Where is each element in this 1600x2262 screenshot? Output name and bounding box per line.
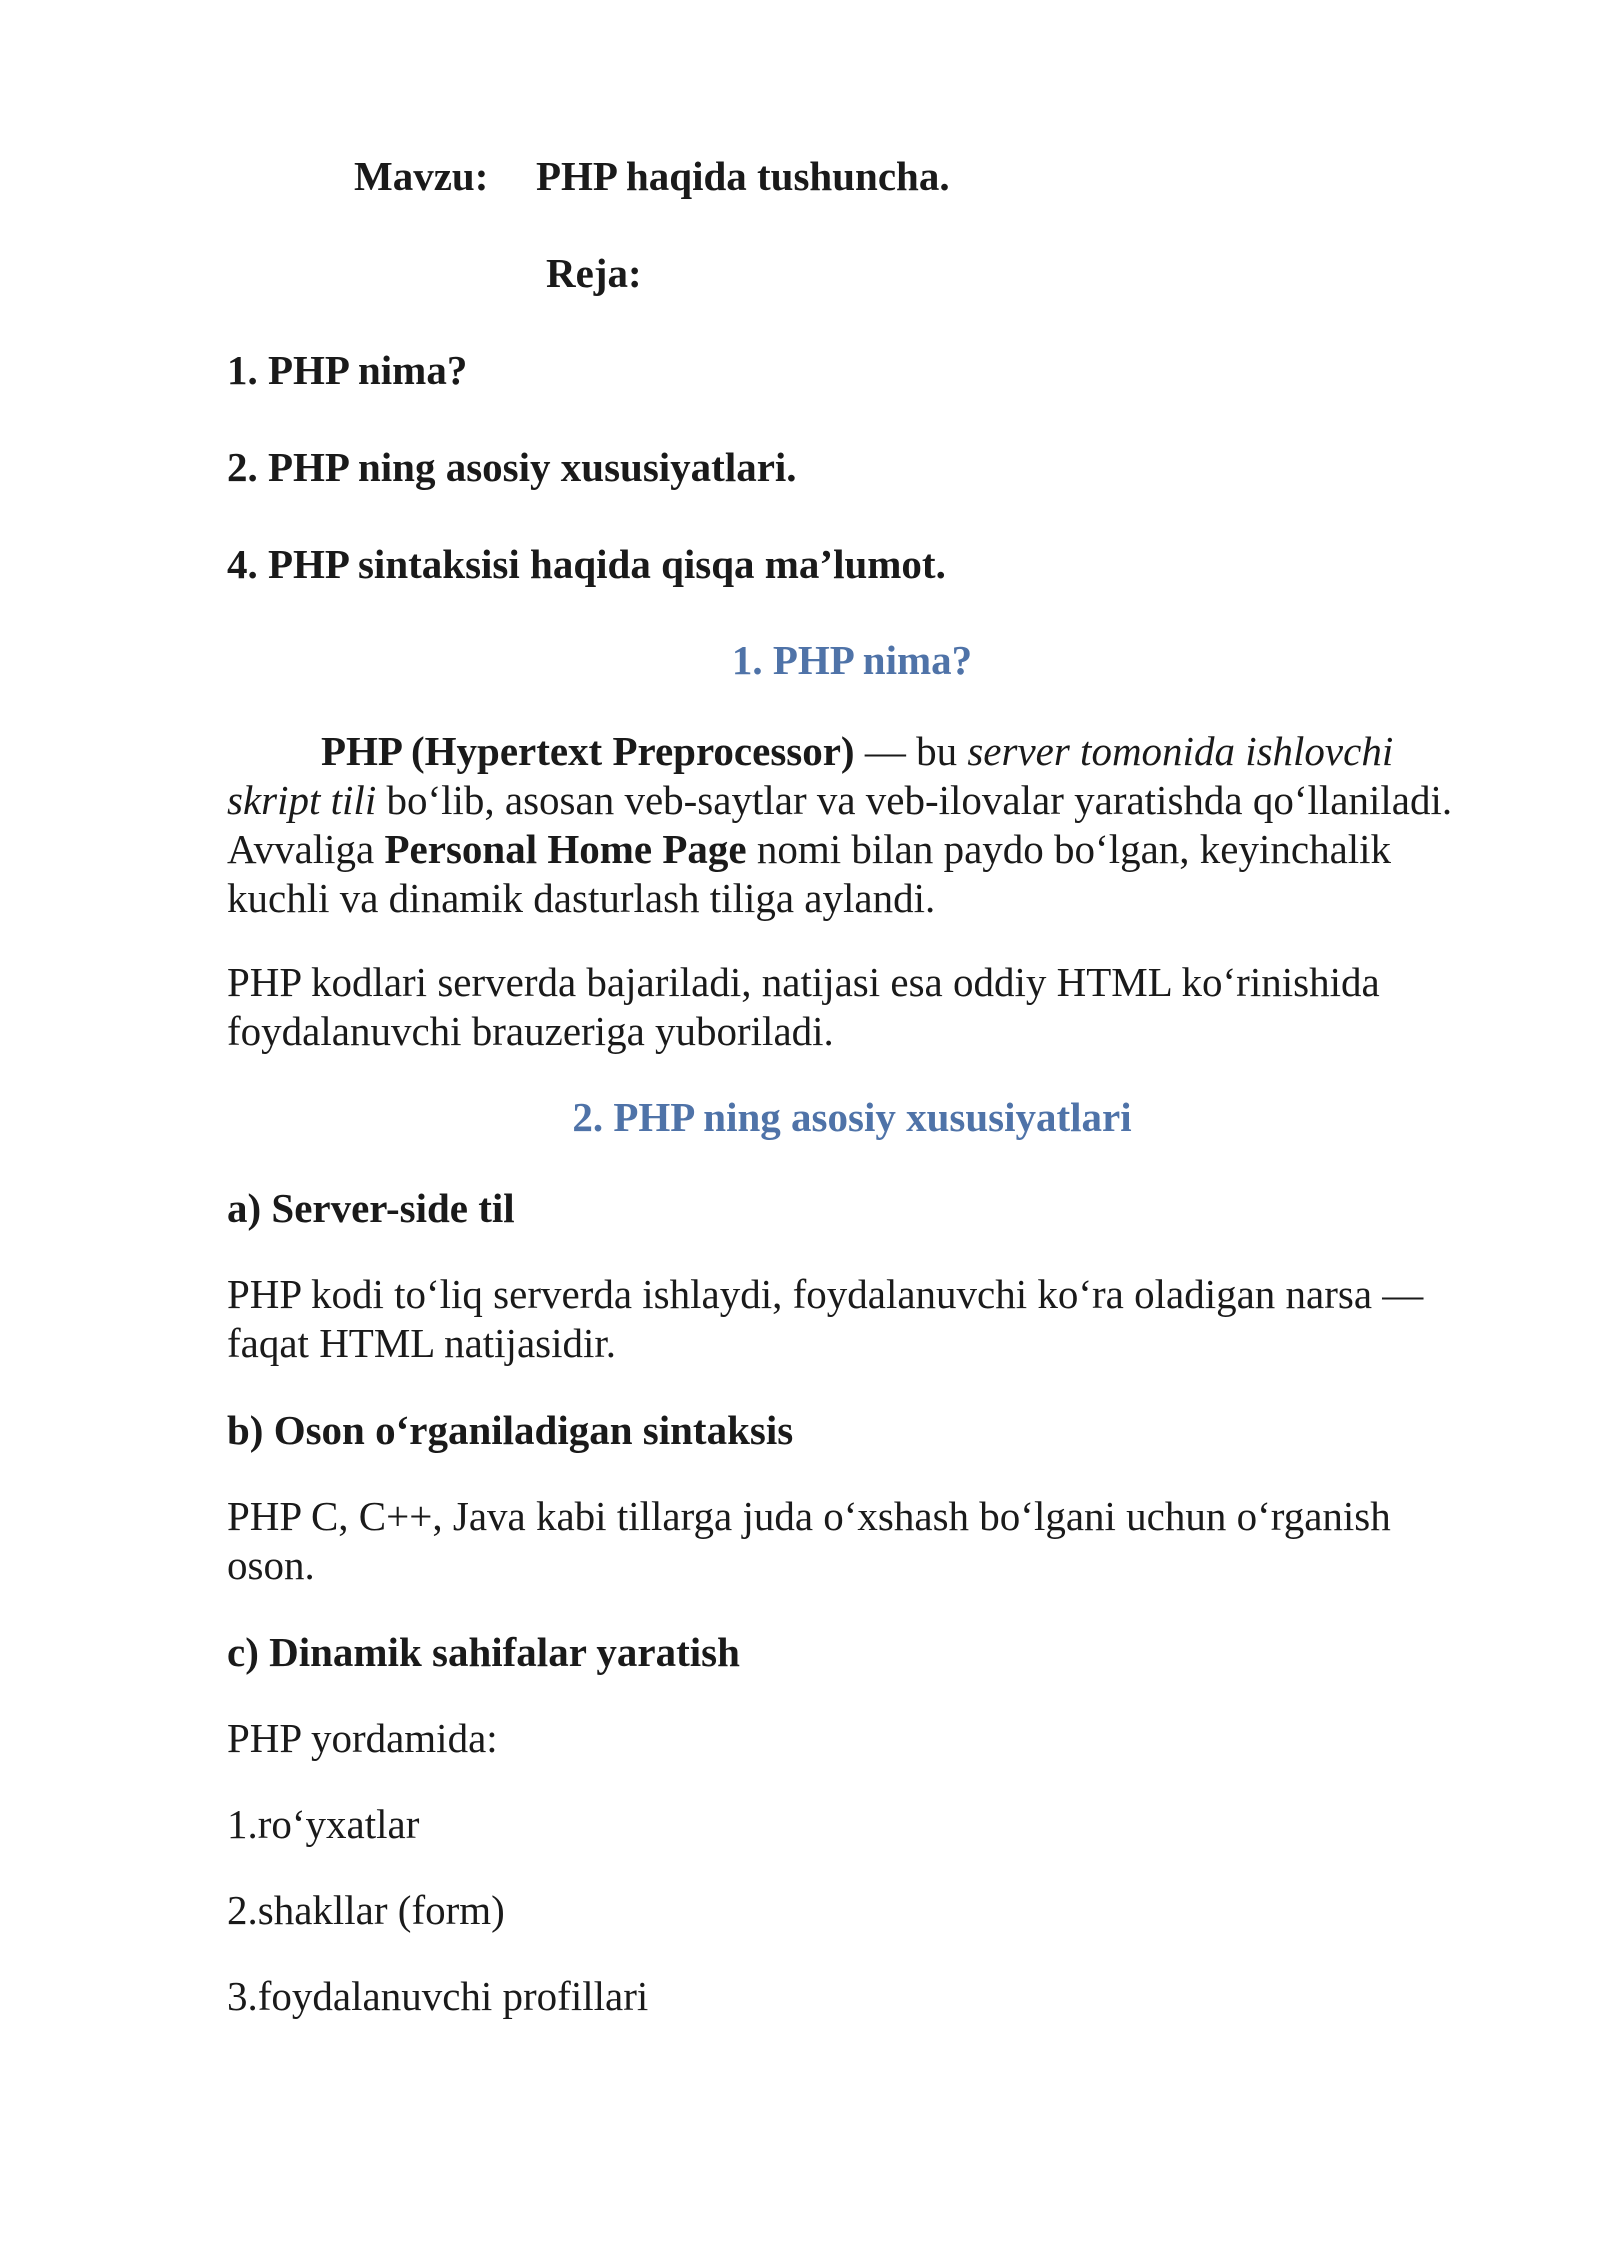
- topic-title: PHP haqida tushuncha.: [536, 153, 950, 199]
- plan-heading: Reja:: [546, 250, 642, 296]
- paragraph-text: — bu: [854, 728, 968, 774]
- paragraph-server-side: PHP kodi to‘liq serverda ishlaydi, foydalanuvchi ko‘ra oladigan narsa — faqat HTML natijasidir.: [227, 1271, 1424, 1366]
- term-php-full-name: PHP (Hypertext Preprocessor): [321, 728, 855, 774]
- paragraph-text: nomi bilan paydo bo‘lgan, keyinchalik kuchli va dinamik dasturlash tiliga aylandi.: [227, 826, 1392, 921]
- list-item: 1.ro‘yxatlar: [227, 1801, 420, 1847]
- paragraph-php-execution: PHP kodlari serverda bajariladi, natijasi esa oddiy HTML ko‘rinishida foydalanuvchi brauzeriga yuboriladi.: [227, 959, 1380, 1054]
- list-item: 2.shakllar (form): [227, 1887, 505, 1933]
- plan-item: 4. PHP sintaksisi haqida qisqa ma’lumot.: [227, 541, 946, 587]
- subheading-server-side: a) Server-side til: [227, 1185, 515, 1231]
- paragraph-php-definition: [227, 727, 1477, 923]
- subheading-dynamic-pages: c) Dinamik sahifalar yaratish: [227, 1629, 740, 1675]
- plan-item: 1. PHP nima?: [227, 347, 468, 393]
- subheading-syntax: b) Oson o‘rganiladigan sintaksis: [227, 1407, 794, 1453]
- section-heading: 2. PHP ning asosiy xususiyatlari: [572, 1094, 1132, 1140]
- list-item: 3.foydalanuvchi profillari: [227, 1973, 649, 2019]
- term-personal-home-page: Personal Home Page: [384, 826, 747, 872]
- topic-label: Mavzu:: [354, 153, 489, 199]
- paragraph-syntax: PHP C, C++, Java kabi tillarga juda o‘xshash bo‘lgani uchun o‘rganish oson.: [227, 1493, 1391, 1588]
- emphasis-text: server tomonida ishlovchi skript tili: [227, 728, 1394, 823]
- paragraph-text: bo‘lib, asosan veb-saytlar va veb-ilovalar yaratishda qo‘llaniladi. Avvaliga: [227, 777, 1453, 872]
- plan-item: 2. PHP ning asosiy xususiyatlari.: [227, 444, 797, 490]
- section-heading: 1. PHP nima?: [731, 637, 973, 683]
- paragraph-dynamic-intro: PHP yordamida:: [227, 1715, 498, 1761]
